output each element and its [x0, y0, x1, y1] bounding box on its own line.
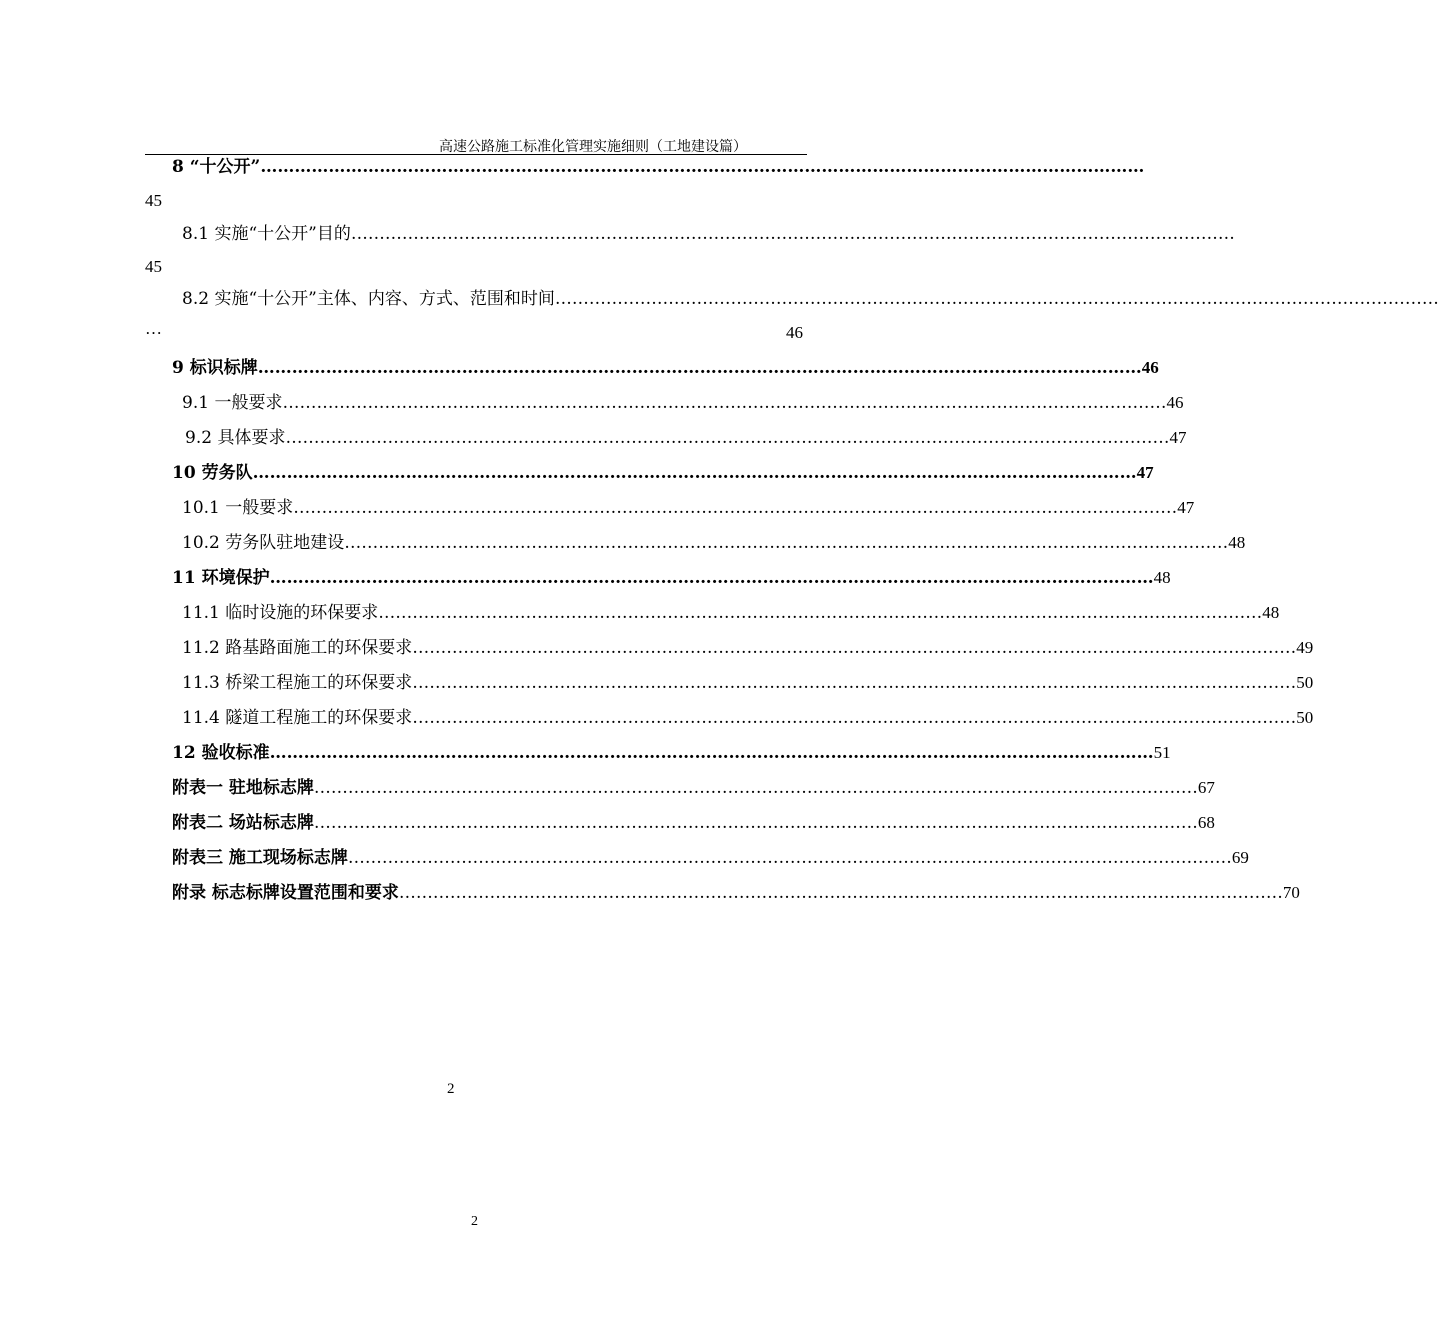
toc-page: 67 — [1197, 778, 1215, 797]
toc-page: 50 — [1296, 673, 1314, 692]
toc-entry-appendix-3[interactable] — [172, 847, 1249, 869]
toc-label: 9 标识标牌 — [172, 358, 258, 378]
toc-leader: ………………………………………………………………………………………………………………………………………… — [313, 813, 1198, 833]
toc-page: 46 — [1141, 358, 1159, 377]
toc-entry-11-3[interactable] — [182, 672, 1314, 694]
toc-entry-11[interactable] — [172, 567, 1171, 589]
toc-entry-appendix-2[interactable] — [172, 812, 1215, 834]
toc-leader: ………………………………………………………………………………………………………………………………………… — [412, 708, 1297, 728]
toc-page: 50 — [1296, 708, 1314, 727]
toc-leader: ………………………………………………………………………………………………………………………………………… — [257, 358, 1142, 378]
toc-entry-8[interactable] — [172, 156, 1145, 178]
toc-label: 10.2 劳务队驻地建设 — [182, 533, 345, 553]
toc-entry-8-2[interactable] — [182, 288, 1439, 310]
toc-leader: ………………………………………………………………………………………………………………………………………… — [347, 848, 1232, 868]
toc-entry-9-2[interactable] — [185, 427, 1187, 449]
page-number-inner: 2 — [447, 1081, 455, 1097]
toc-label: 9.2 具体要求 — [185, 428, 286, 448]
toc-label: 9.1 一般要求 — [182, 393, 283, 413]
toc-label: 10 劳务队 — [172, 463, 253, 483]
header-title: 高速公路施工标准化管理实施细则（工地建设篇） — [439, 139, 747, 155]
toc-leader: ………………………………………………………………………………………………………………………………………… — [269, 568, 1154, 588]
toc-entry-10-2[interactable] — [182, 532, 1246, 554]
toc-leader-cont: … — [145, 319, 162, 338]
toc-leader: ………………………………………………………………………………………………………………………………………… — [252, 463, 1137, 483]
toc-label: 11.3 桥梁工程施工的环保要求 — [182, 673, 413, 693]
toc-leader: ………………………………………………………………………………………………………………………………………… — [269, 743, 1154, 763]
toc-leader: ………………………………………………………………………………………………………………………………………… — [260, 157, 1145, 177]
toc-entry-9-1[interactable] — [182, 392, 1184, 414]
toc-label: 附表一 驻地标志牌 — [172, 778, 314, 798]
toc-page: 48 — [1228, 533, 1246, 552]
toc-entry-11-1[interactable] — [182, 602, 1280, 624]
toc-leader: ………………………………………………………………………………………………………………………………………… — [554, 289, 1439, 309]
toc-entry-11-4[interactable] — [182, 707, 1314, 729]
toc-page: 46 — [1166, 393, 1184, 412]
toc-label: 10.1 一般要求 — [182, 498, 294, 518]
toc-leader: ………………………………………………………………………………………………………………………………………… — [282, 393, 1167, 413]
toc-entry-9[interactable] — [172, 357, 1159, 379]
running-header — [145, 134, 807, 155]
toc-page-8-1: 45 — [145, 257, 162, 276]
toc-leader: ………………………………………………………………………………………………………………………………………… — [293, 498, 1178, 518]
toc-leader: ………………………………………………………………………………………………………………………………………… — [412, 673, 1297, 693]
toc-entry-8-1[interactable] — [182, 223, 1235, 245]
toc-page: 48 — [1153, 568, 1171, 587]
toc-entry-10-1[interactable] — [182, 497, 1195, 519]
toc-entry-11-2[interactable] — [182, 637, 1314, 659]
toc-entry-12[interactable] — [172, 742, 1171, 764]
toc-label: 11 环境保护 — [172, 568, 270, 588]
toc-leader: ………………………………………………………………………………………………………………………………………… — [285, 428, 1170, 448]
toc-label: 8.2 实施“十公开”主体、内容、方式、范围和时间 — [182, 289, 555, 309]
toc-page: 47 — [1136, 463, 1154, 482]
toc-entry-appendix-4[interactable] — [172, 882, 1300, 904]
toc-label: 8 “十公开” — [172, 157, 261, 177]
toc-leader: ………………………………………………………………………………………………………………………………………… — [313, 778, 1198, 798]
toc-page-8-2: 46 — [786, 323, 803, 342]
toc-entry-appendix-1[interactable] — [172, 777, 1215, 799]
toc-label: 11.2 路基路面施工的环保要求 — [182, 638, 413, 658]
toc-label: 附表三 施工现场标志牌 — [172, 848, 348, 868]
toc-page: 51 — [1153, 743, 1171, 762]
toc-label: 11.4 隧道工程施工的环保要求 — [182, 708, 413, 728]
toc-page: 47 — [1169, 428, 1187, 447]
toc-page: 70 — [1282, 883, 1300, 902]
page-number-footer: 2 — [471, 1214, 478, 1229]
toc-page: 68 — [1197, 813, 1215, 832]
toc-label: 8.1 实施“十公开”目的 — [182, 224, 351, 244]
toc-label: 附录 标志标牌设置范围和要求 — [172, 883, 399, 903]
toc-page: 49 — [1296, 638, 1314, 657]
toc-label: 附表二 场站标志牌 — [172, 813, 314, 833]
toc-leader: ………………………………………………………………………………………………………………………………………… — [378, 603, 1263, 623]
toc-leader: ………………………………………………………………………………………………………………………………………… — [412, 638, 1297, 658]
toc-entry-10[interactable] — [172, 462, 1154, 484]
toc-leader: ………………………………………………………………………………………………………………………………………… — [344, 533, 1229, 553]
toc-page-8: 45 — [145, 191, 162, 210]
toc-leader: ………………………………………………………………………………………………………………………………………… — [398, 883, 1283, 903]
toc-label: 11.1 临时设施的环保要求 — [182, 603, 379, 623]
toc-label: 12 验收标准 — [172, 743, 270, 763]
toc-page: 47 — [1177, 498, 1195, 517]
toc-leader: ………………………………………………………………………………………………………………………………………… — [350, 224, 1235, 244]
toc-page: 48 — [1262, 603, 1280, 622]
toc-page: 69 — [1231, 848, 1249, 867]
